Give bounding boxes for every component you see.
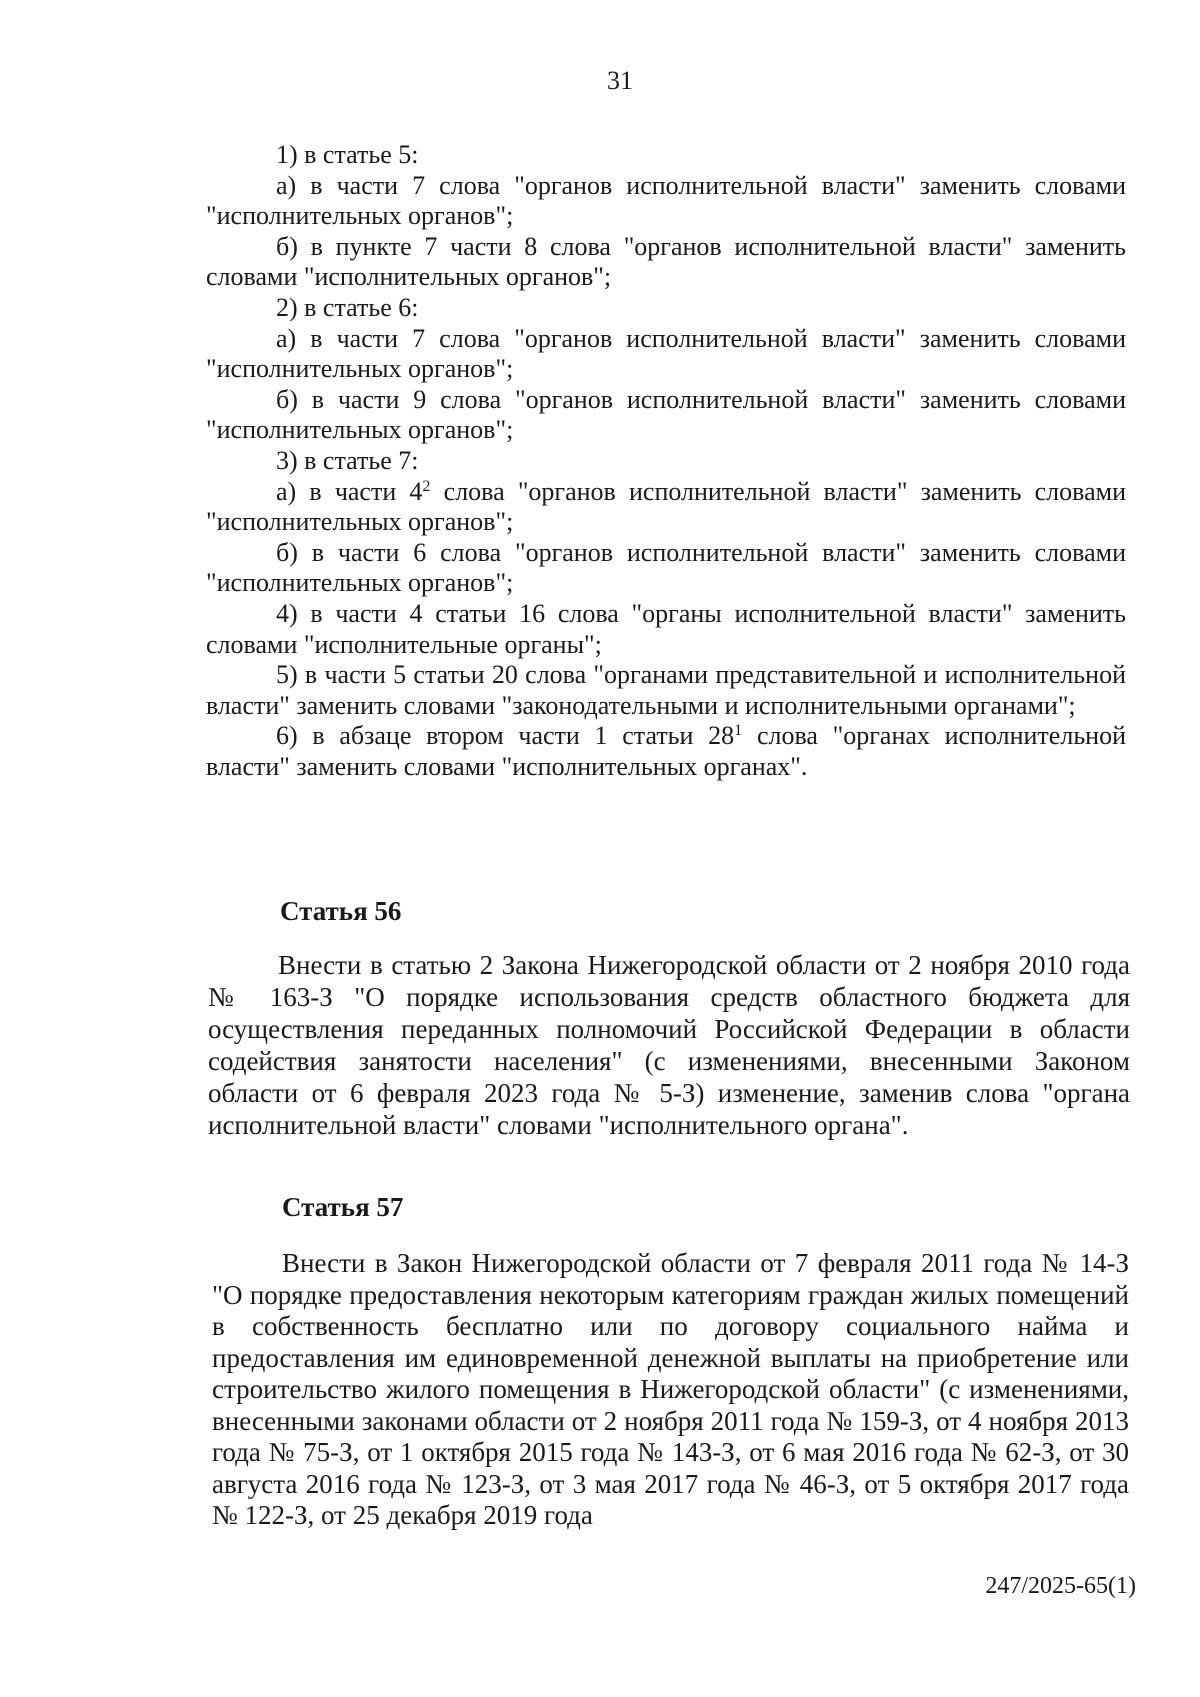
amendment-text-before-superscript: 6) в абзаце втором части 1 статьи 28 xyxy=(276,721,735,751)
article-56-heading: Статья 56 xyxy=(280,896,402,926)
amendment-item: 3) в статье 7: xyxy=(276,445,419,475)
article-57-heading: Статья 57 xyxy=(282,1192,404,1222)
amendment-item: а) в части 7 слова "органов исполнительной власти" заменить словами "исполнительных органов"; xyxy=(206,323,1126,384)
article-56-text: Внести в статью 2 Закона Нижегородской области от 2 ноября 2010 года № 163-З "О порядке использования средств областного бюджета для осуществления переданных полномочий Российской Федерации в области содействия занятости населения" (с изменениями, внесенными Законом области от 6 февраля 2023 года № 5-З) изменение, заменив слова "органа исполнительной власти" словами "исполнительного органа". xyxy=(208,950,1130,1140)
amendment-text-after-superscript: слова "органов исполнительной власти" заменить словами "исполнительных органов"; xyxy=(206,476,1126,537)
amendment-item: 1) в статье 5: xyxy=(276,140,419,169)
page-number: 31 xyxy=(607,66,633,95)
article-56-body xyxy=(208,949,1130,1141)
amendment-item: 2) в статье 6: xyxy=(276,292,419,322)
amendment-item xyxy=(206,477,1126,538)
superscript-index: 2 xyxy=(422,477,431,495)
document-code: 247/2025-65(1) xyxy=(985,1573,1136,1599)
superscript-index: 1 xyxy=(734,722,743,740)
amendment-item: б) в пункте 7 части 8 слова "органов исполнительной власти" заменить словами "исполнительных органов"; xyxy=(206,231,1126,292)
amendment-item: б) в части 6 слова "органов исполнительной власти" заменить словами "исполнительных органов"; xyxy=(206,537,1126,598)
amendment-item: б) в части 9 слова "органов исполнительной власти" заменить словами "исполнительных органов"; xyxy=(206,384,1126,445)
amendments-list xyxy=(206,140,1126,782)
amendment-item: 4) в части 4 статьи 16 слова "органы исполнительной власти" заменить словами "исполнительные органы"; xyxy=(206,598,1126,659)
amendment-text-after-superscript: слова "органах исполнительной власти" заменить словами "исполнительных органах". xyxy=(206,721,1126,781)
article-57-text: Внести в Закон Нижегородской области от 7 февраля 2011 года № 14-З "О порядке предоставления некоторым категориям граждан жилых помещений в собственность бесплатно или по договору социального найма и предоставления им единовременной денежной выплаты на приобретение или строительство жилого помещения в Нижегородской области" (с изменениями, внесенными законами области от 2 ноября 2011 года № 159-З, от 4 ноября 2013 года № 75-З, от 1 октября 2015 года № 143-З, от 6 мая 2016 года № 62-З, от 30 августа 2016 года № 123-З, от 3 мая 2017 года № 46-З, от 5 октября 2017 года № 122-З, от 25 декабря 2019 года xyxy=(212,1248,1129,1530)
amendment-text-before-superscript: а) в части 4 xyxy=(276,476,423,506)
article-57-body xyxy=(212,1248,1129,1532)
amendment-item xyxy=(206,721,1126,782)
amendment-item: а) в части 7 слова "органов исполнительной власти" заменить словами "исполнительных органов"; xyxy=(206,170,1126,231)
amendment-item: 5) в части 5 статьи 20 слова "органами представительной и исполнительной власти" заменить словами "законодательными и исполнительными органами"; xyxy=(206,660,1126,720)
